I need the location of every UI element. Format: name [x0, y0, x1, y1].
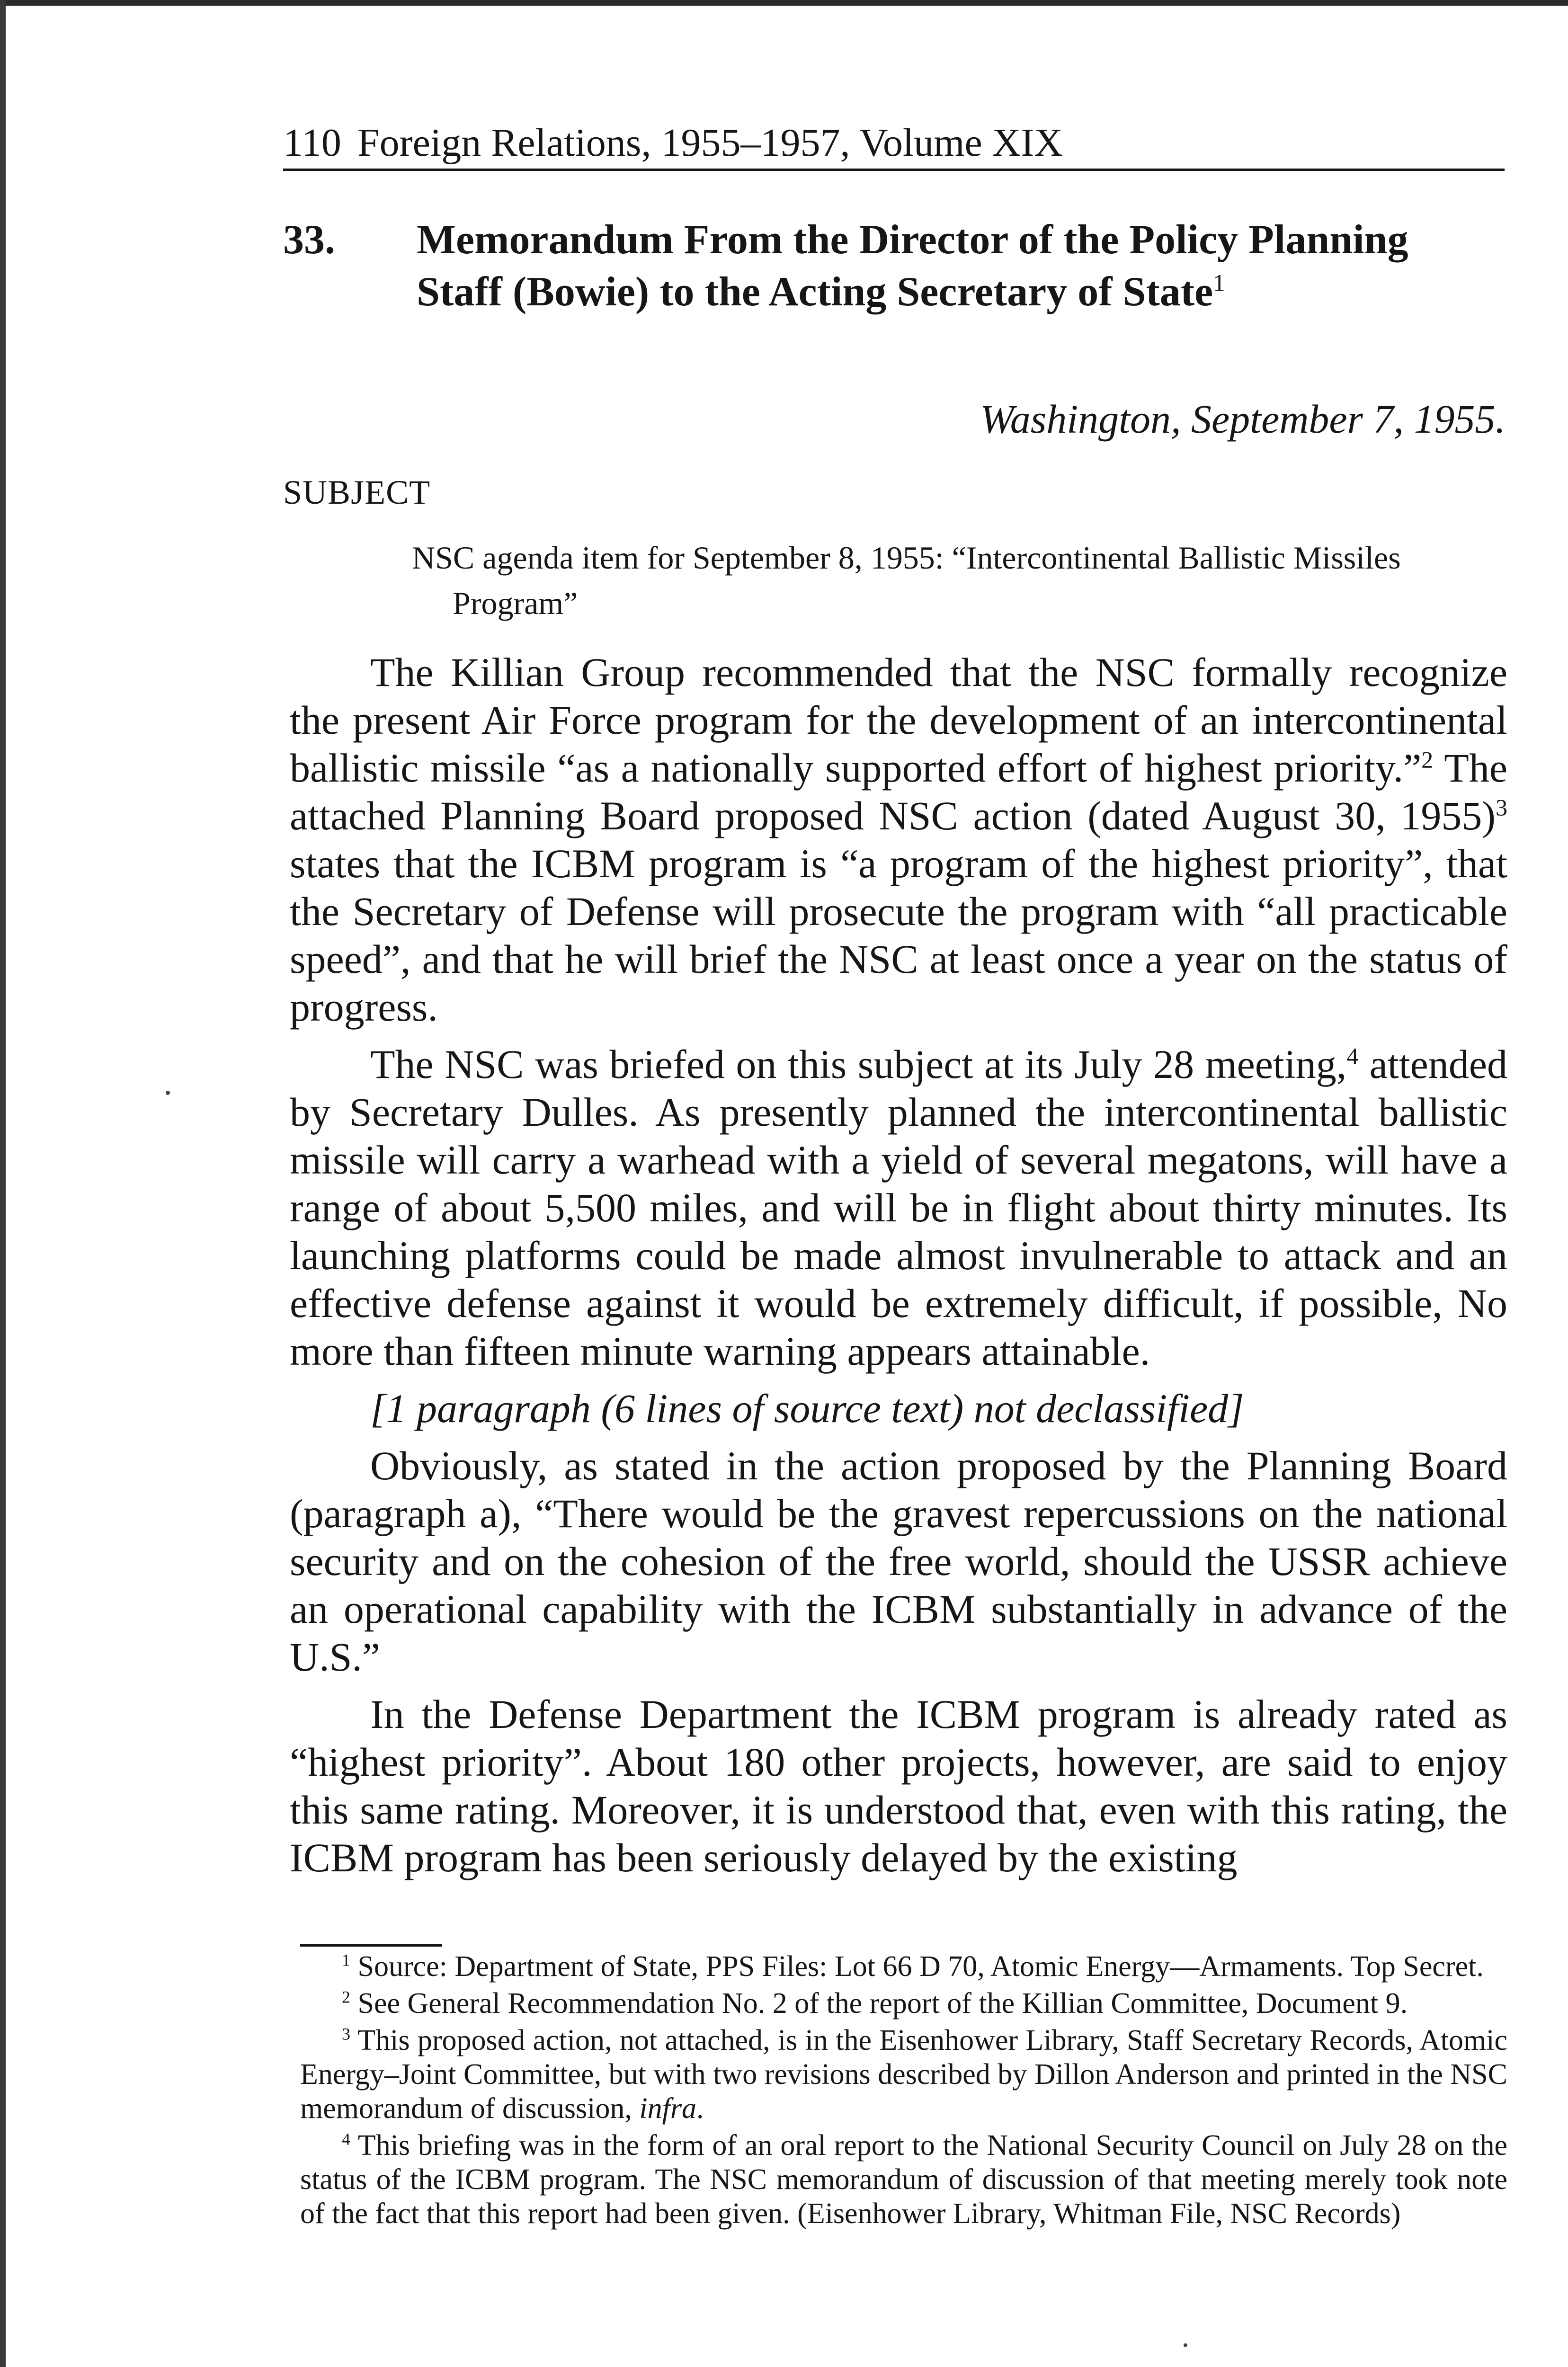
p2-text-a: The NSC was briefed on this subject at its July 28 meeting,	[370, 1041, 1347, 1087]
body-paragraph-1	[290, 649, 1507, 1031]
footnotes	[300, 1949, 1507, 2234]
footnote-1-number: 1	[342, 1950, 350, 1970]
footnote-4-number: 4	[342, 2129, 350, 2149]
footnote-2-text: See General Recommendation No. 2 of the report of the Killian Committee, Document 9.	[357, 1987, 1408, 2020]
subject-label: SUBJECT	[283, 473, 431, 511]
footnote-3-infra: infra	[639, 2092, 696, 2125]
footnote-ref-1: 1	[1213, 270, 1225, 297]
footnote-3	[300, 2023, 1507, 2126]
footnote-3-text-a: This proposed action, not attached, is in the Eisenhower Library, Staff Secretary Records, Atomic Energy–Joint Committee, but with two revisions described by Dillon Anderson and printed in the NSC memorandum of discussion,	[300, 2024, 1507, 2125]
body-paragraph-5: In the Defense Department the ICBM program is already rated as “highest priority”. About 180 other projects, however, are said to enjoy this same rating. Moreover, it is understood that, even with this rating, the ICBM program has been seriously delayed by the existing	[290, 1691, 1507, 1880]
body-paragraph-2	[290, 1041, 1507, 1375]
body-paragraph-redacted: [1 paragraph (6 lines of source text) not declassified]	[370, 1386, 1244, 1431]
footnote-2	[300, 1986, 1507, 2020]
place-date: Washington, September 7, 1955.	[980, 396, 1506, 442]
series-title: Foreign Relations, 1955–1957, Volume XIX	[357, 121, 1063, 165]
document-title-text: Memorandum From the Director of the Policy Planning Staff (Bowie) to the Acting Secretary of State	[417, 217, 1408, 315]
p1-text-a: The Killian Group recommended that the NSC formally recognize the present Air Force program for the development of an intercontinental ballistic missile “as a nationally supported effort of highest priority.”	[290, 650, 1507, 791]
footnote-1-text: Source: Department of State, PPS Files: Lot 66 D 70, Atomic Energy—Armaments. Top Secret.	[357, 1950, 1484, 1983]
document-number: 33.	[283, 217, 335, 263]
footnote-rule	[300, 1944, 442, 1947]
memo-body	[290, 649, 1507, 1891]
running-head	[283, 117, 1505, 171]
footnote-1	[300, 1949, 1507, 1984]
footnote-ref-3: 3	[1496, 794, 1507, 821]
scan-edge-left	[0, 0, 6, 2367]
footnote-ref-2: 2	[1421, 747, 1434, 773]
footnote-3-number: 3	[342, 2024, 350, 2044]
subject-text	[412, 535, 1420, 626]
p1-text-c: states that the ICBM program is “a program of the highest priority”, that the Secretary of Defense will prosecute the program with “all practicable speed”, and that he will brief the NSC at least once a year on the status of progress.	[290, 841, 1507, 1030]
footnote-ref-4: 4	[1346, 1043, 1359, 1069]
subject-line-1: NSC agenda item for September 8, 1955: “Intercontinental Ballistic Missiles	[412, 540, 1401, 576]
footnote-2-number: 2	[342, 1987, 350, 2007]
footnote-4	[300, 2128, 1507, 2231]
scan-edge-top	[0, 0, 1568, 6]
scan-speck	[166, 1091, 170, 1095]
document-title	[417, 214, 1487, 318]
footnote-4-text: This briefing was in the form of an oral report to the National Security Council on July 28 on the status of the ICBM program. The NSC memorandum of discussion of that meeting merely took note of the fact that this report had been given. (Eisenhower Library, Whitman File, NSC Records)	[300, 2129, 1507, 2230]
body-paragraph-4: Obviously, as stated in the action proposed by the Planning Board (paragraph a), “There would be the gravest repercussions on the national security and on the cohesion of the free world, should the USSR achieve an operational capability with the ICBM substantially in advance of the U.S.”	[290, 1443, 1507, 1680]
footnote-3-text-b: .	[696, 2092, 704, 2125]
scan-speck	[1184, 2343, 1187, 2347]
page-number: 110	[283, 121, 341, 165]
p2-text-b: attended by Secretary Dulles. As presently planned the intercontinental ballistic missile will carry a warhead with a yield of several megatons, will have a range of about 5,500 miles, and will be in flight about thirty minutes. Its launching platforms could be made almost invulnerable to attack and an effective defense against it would be extremely difficult, if possible, No more than fifteen minute warning appears attainable.	[290, 1041, 1507, 1374]
p1-text-b: The attached Planning Board proposed NSC action (dated August 30, 1955)	[290, 745, 1508, 838]
subject-line-2: Program”	[453, 585, 578, 621]
